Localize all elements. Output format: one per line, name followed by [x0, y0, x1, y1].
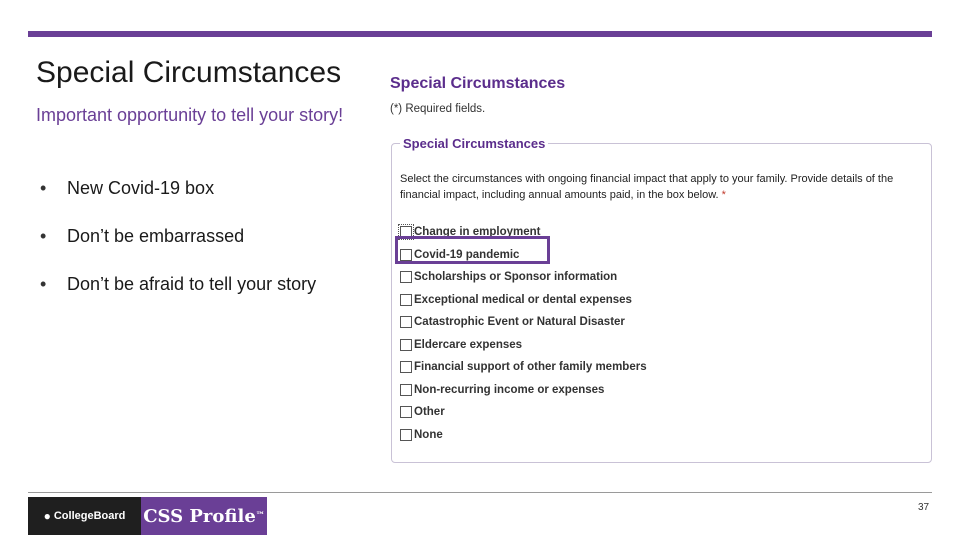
checkbox-option-catastrophic-event[interactable]: [400, 311, 647, 334]
instructions-text: [400, 171, 920, 203]
checkbox[interactable]: [400, 294, 412, 306]
page-number: 37: [918, 502, 930, 513]
trademark-mark: ™: [255, 511, 265, 521]
checkbox-label[interactable]: Exceptional medical or dental expenses: [414, 293, 632, 306]
collegeboard-logo: [28, 497, 141, 535]
bullet-dot: •: [40, 226, 47, 246]
checkbox-label[interactable]: Catastrophic Event or Natural Disaster: [414, 316, 625, 329]
required-marker: *: [721, 189, 726, 201]
slide-title: Special Circumstances: [36, 56, 342, 89]
checkbox-label[interactable]: Covid-19 pandemic: [414, 248, 520, 261]
bullet-text: New Covid-19 box: [67, 178, 215, 198]
checkbox[interactable]: [400, 316, 412, 328]
bullet-item: [40, 272, 316, 296]
top-accent-bar: [28, 31, 932, 37]
checkbox-label[interactable]: None: [414, 428, 443, 441]
bullet-item: [40, 176, 316, 200]
checkbox[interactable]: [400, 271, 412, 283]
checkbox[interactable]: [400, 406, 412, 418]
checkbox-option-medical-dental[interactable]: [400, 289, 647, 312]
checkbox[interactable]: [400, 339, 412, 351]
checkbox[interactable]: [400, 429, 412, 441]
instructions-body: Select the circumstances with ongoing financial impact that apply to your family. Provide details of the financial impact, including annual amounts paid, in the box below.: [400, 173, 894, 201]
checkbox[interactable]: [400, 384, 412, 396]
checkbox-option-non-recurring[interactable]: [400, 379, 647, 402]
bullet-list: [40, 176, 316, 320]
checkbox-label[interactable]: Other: [414, 406, 445, 419]
checkbox-option-eldercare[interactable]: [400, 334, 647, 357]
required-fields-note: (*) Required fields.: [390, 103, 486, 115]
bullet-text: Don’t be embarrassed: [67, 226, 245, 246]
footer-divider: [28, 492, 932, 493]
checkbox-label[interactable]: Scholarships or Sponsor information: [414, 271, 618, 284]
checkbox-option-other[interactable]: [400, 401, 647, 424]
covid-highlight-box: [395, 236, 550, 264]
checkbox-option-none[interactable]: [400, 424, 647, 447]
bullet-text: Don’t be afraid to tell your story: [67, 274, 317, 294]
checkbox-option-family-support[interactable]: [400, 356, 647, 379]
checkbox-label[interactable]: Change in employment: [414, 226, 541, 239]
bullet-item: [40, 224, 316, 248]
checkbox-label[interactable]: Non-recurring income or expenses: [414, 383, 605, 396]
css-profile-logo-text: CSS Profile: [143, 505, 256, 527]
bullet-dot: •: [40, 178, 47, 198]
checkbox-label[interactable]: Financial support of other family members: [414, 361, 647, 374]
bullet-dot: •: [40, 274, 47, 294]
acorn-icon: ●: [43, 509, 51, 523]
checkbox-option-scholarships[interactable]: [400, 266, 647, 289]
css-profile-logo: [141, 497, 267, 535]
checkbox[interactable]: [400, 361, 412, 373]
collegeboard-logo-text: CollegeBoard: [53, 510, 126, 522]
fieldset-legend: Special Circumstances: [400, 136, 548, 151]
checkbox-label[interactable]: Eldercare expenses: [414, 338, 523, 351]
slide-subtitle: Important opportunity to tell your story!: [36, 105, 344, 125]
form-heading: Special Circumstances: [390, 75, 566, 92]
